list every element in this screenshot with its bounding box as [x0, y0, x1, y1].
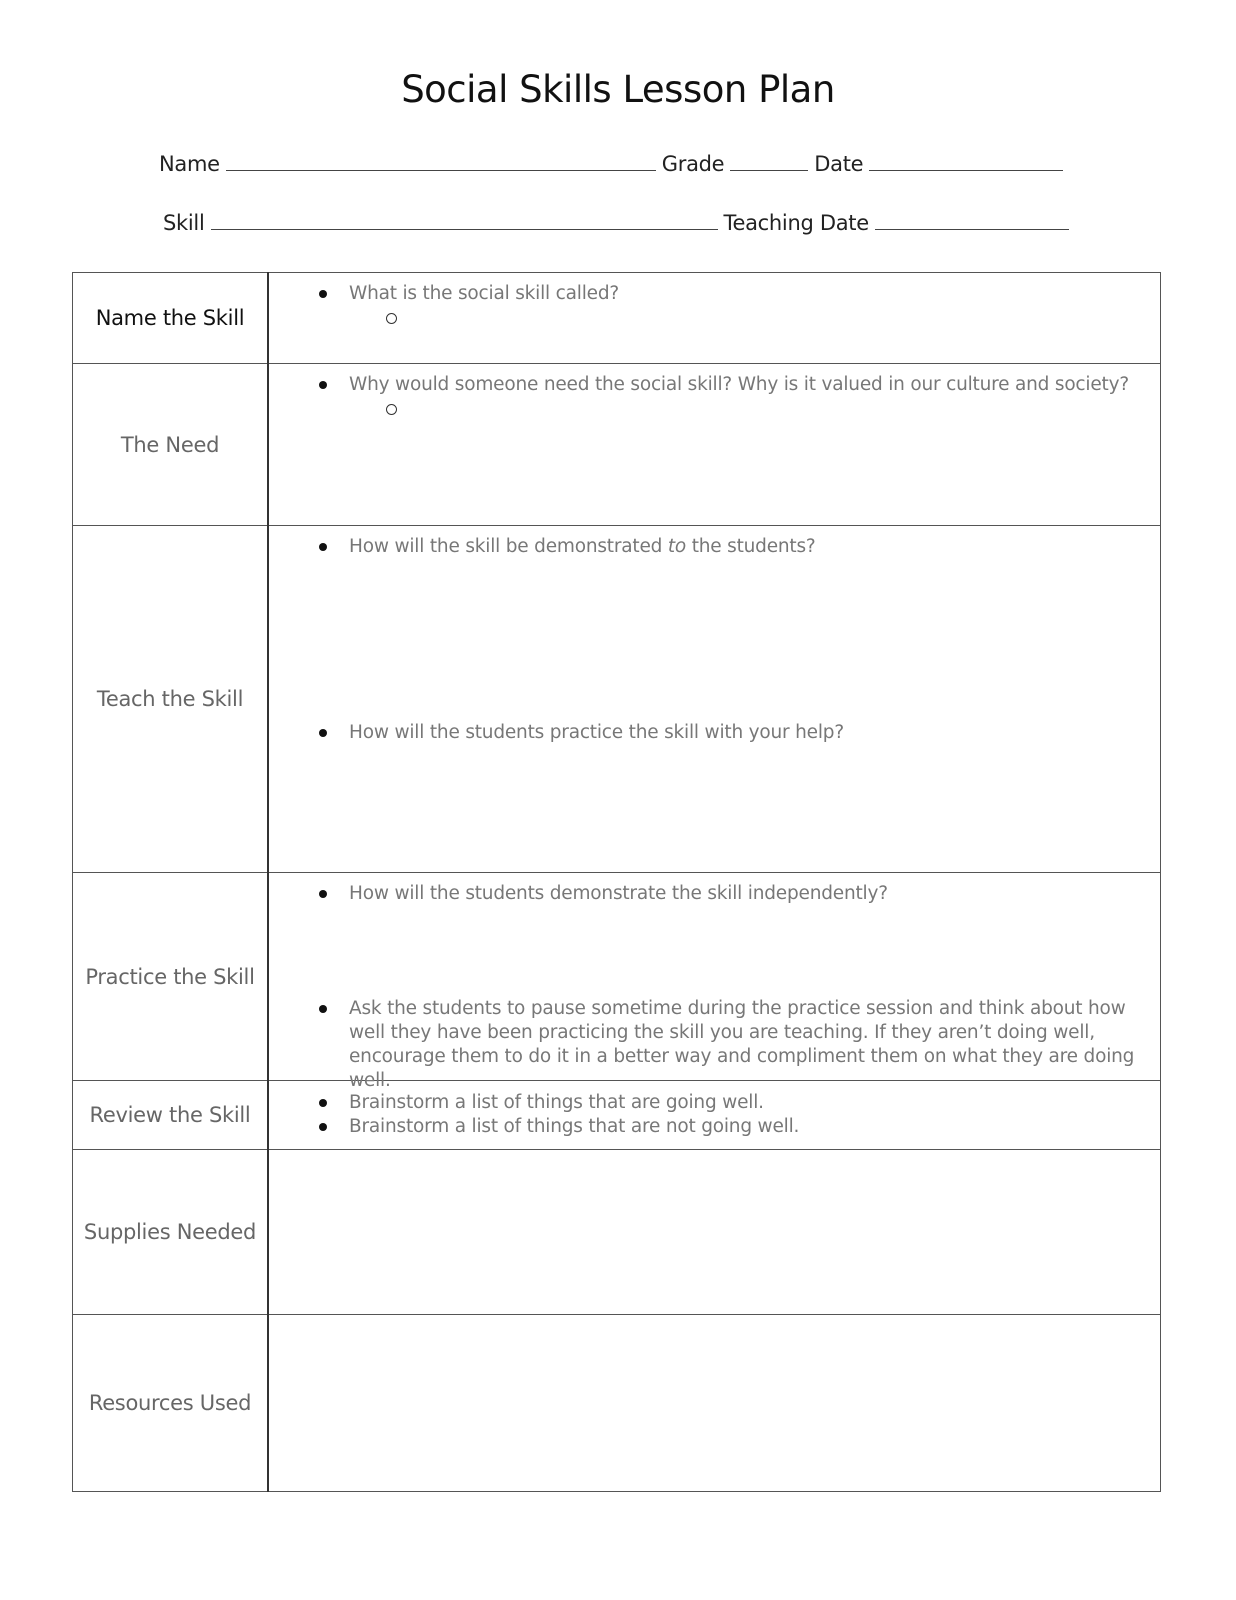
bullet-item: What is the social skill called?: [319, 282, 1152, 306]
label-practice-the-skill: Practice the Skill: [73, 873, 269, 1081]
bullet-item: Why would someone need the social skill? Why is it valued in our culture and society?: [319, 373, 1152, 397]
header-row-1: [159, 152, 1069, 176]
bullet-item: Ask the students to pause sometime during the practice session and think about how well they have been practicing the skill you are teaching. If they aren’t doing well, encourage them to do it in a better way and compliment them on what they are doing well.: [319, 997, 1152, 1093]
content-name-the-skill[interactable]: [268, 273, 1161, 364]
teaching-date-field[interactable]: [875, 211, 1069, 230]
label-review-the-skill: Review the Skill: [73, 1081, 269, 1150]
label-resources-used: Resources Used: [73, 1315, 269, 1492]
bullet-item: How will the students demonstrate the skill independently?: [319, 882, 1152, 906]
bullet-emphasis: to: [667, 536, 687, 557]
skill-label: Skill: [163, 211, 205, 235]
grade-field[interactable]: [730, 152, 808, 171]
content-supplies-needed[interactable]: [268, 1150, 1161, 1315]
header-row-2: [163, 211, 1075, 235]
name-label: Name: [159, 152, 220, 176]
label-teach-the-skill: Teach the Skill: [73, 526, 269, 873]
row-the-need: [73, 364, 1161, 526]
content-teach-the-skill[interactable]: [268, 526, 1161, 873]
sub-bullet-circle-icon: [386, 313, 397, 324]
page-title: Social Skills Lesson Plan: [401, 68, 835, 111]
row-resources-used: [73, 1315, 1161, 1492]
bullet-item: How will the students practice the skill with your help?: [319, 721, 1152, 745]
row-supplies-needed: [73, 1150, 1161, 1315]
skill-field[interactable]: [211, 211, 718, 230]
date-label: Date: [814, 152, 864, 176]
row-practice-the-skill: [73, 873, 1161, 1081]
sub-bullet-circle-icon: [386, 404, 397, 415]
label-the-need: The Need: [73, 364, 269, 526]
teaching-date-label: Teaching Date: [723, 211, 869, 235]
bullet-text: How will the skill be demonstrated: [349, 536, 668, 557]
bullet-item: Brainstorm a list of things that are going well.: [319, 1091, 1152, 1115]
bullet-item: Brainstorm a list of things that are not going well.: [319, 1115, 1152, 1139]
lesson-plan-table: [72, 272, 1161, 1492]
row-review-the-skill: [73, 1081, 1161, 1150]
grade-label: Grade: [661, 152, 725, 176]
label-name-the-skill: Name the Skill: [73, 273, 269, 364]
name-field[interactable]: [226, 152, 656, 171]
row-name-the-skill: [73, 273, 1161, 364]
row-teach-the-skill: [73, 526, 1161, 873]
content-practice-the-skill[interactable]: [268, 873, 1161, 1091]
date-field[interactable]: [869, 152, 1063, 171]
bullet-item: [319, 535, 1152, 559]
content-resources-used[interactable]: [268, 1315, 1161, 1492]
bullet-text: the students?: [686, 536, 816, 557]
content-the-need[interactable]: [268, 364, 1161, 526]
content-review-the-skill[interactable]: [268, 1081, 1161, 1150]
label-supplies-needed: Supplies Needed: [73, 1150, 269, 1315]
